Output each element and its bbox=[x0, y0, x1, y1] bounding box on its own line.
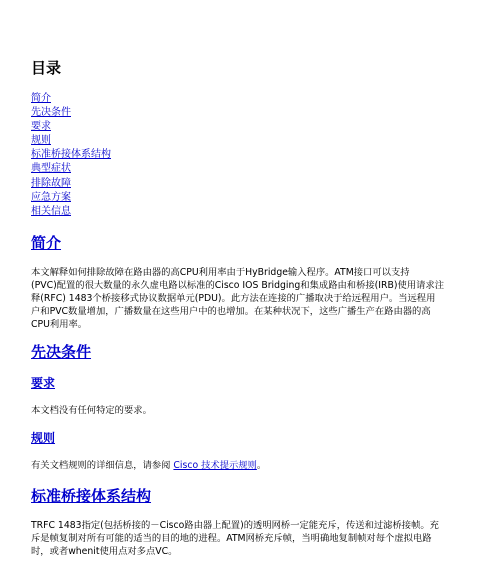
toc-link-related-info[interactable]: 相关信息 bbox=[31, 205, 71, 217]
intro-paragraph bbox=[31, 266, 473, 331]
paragraph-line: 斥是帧复制对所有可能的适当的目的地的进程。ATM网桥充斥帧，当明确地复制帧对每个虚拟电路 bbox=[31, 533, 432, 544]
section-heading-prerequisites bbox=[31, 342, 91, 362]
conventions-paragraph bbox=[31, 459, 473, 472]
section-heading-intro bbox=[31, 233, 61, 253]
cisco-tech-tips-link[interactable]: Cisco 技术提示规则 bbox=[173, 460, 257, 471]
paragraph-line: (PVC)配置的很大数量的永久虚电路以标准的Cisco IOS Bridging和集成路由和桥接(IRB)使用请求注 bbox=[31, 280, 445, 291]
toc-link-troubleshoot[interactable]: 排除故障 bbox=[31, 177, 71, 189]
heading-link-requirements[interactable]: 要求 bbox=[31, 376, 56, 390]
toc-link-requirements[interactable]: 要求 bbox=[31, 121, 51, 133]
section-heading-conventions bbox=[31, 430, 55, 446]
toc-item bbox=[31, 148, 111, 162]
table-of-contents bbox=[31, 92, 111, 219]
toc-link-symptoms[interactable]: 典型症状 bbox=[31, 163, 71, 175]
section-heading-bridging bbox=[31, 486, 151, 506]
toc-link-conventions[interactable]: 规则 bbox=[31, 135, 51, 147]
paragraph-line: 释(RFC) 1483个桥接移式协议数据单元(PDU)。此方法在连接的广播取决于给远程用户。当远程用 bbox=[31, 293, 436, 304]
toc-item bbox=[31, 92, 111, 106]
requirements-paragraph: 本文档没有任何特定的要求。 bbox=[31, 405, 152, 416]
heading-link-conventions[interactable]: 规则 bbox=[31, 431, 56, 445]
toc-item bbox=[31, 205, 111, 219]
paragraph-line: CPU利用率。 bbox=[31, 319, 88, 330]
toc-link-workaround[interactable]: 应急方案 bbox=[31, 191, 71, 203]
paragraph-line: TRFC 1483指定(包括桥接的－Cisco路由器上配置)的透明网桥一定能充斥，传送和过滤桥接帧。充 bbox=[31, 520, 439, 531]
paragraph-line: 户和PVC数量增加，广播数量在这些用户中的也增加。在某种状况下，这些广播生产在路由器的高 bbox=[31, 306, 431, 317]
heading-link-prerequisites[interactable]: 先决条件 bbox=[31, 343, 92, 361]
toc-item bbox=[31, 162, 111, 176]
toc-item bbox=[31, 106, 111, 120]
bridging-paragraph bbox=[31, 519, 473, 558]
heading-link-intro[interactable]: 简介 bbox=[31, 234, 62, 252]
toc-link-prerequisites[interactable]: 先决条件 bbox=[31, 107, 71, 119]
conventions-text: 有关文档规则的详细信息，请参阅 bbox=[31, 460, 174, 471]
toc-title: 目录 bbox=[31, 59, 62, 77]
heading-link-bridging[interactable]: 标准桥接体系结构 bbox=[31, 487, 152, 505]
toc-item bbox=[31, 134, 111, 148]
paragraph-line: 本文解释如何排除故障在路由器的高CPU利用率由于HyBridge输入程序。ATM接口可以支持 bbox=[31, 267, 410, 278]
paragraph-line: 时，或者whenit使用点对多点VC。 bbox=[31, 546, 178, 557]
toc-item bbox=[31, 120, 111, 134]
toc-item bbox=[31, 177, 111, 191]
toc-link-intro[interactable]: 简介 bbox=[31, 93, 51, 104]
conventions-text-end: 。 bbox=[256, 460, 267, 471]
toc-item bbox=[31, 191, 111, 205]
toc-link-bridging-architecture[interactable]: 标准桥接体系结构 bbox=[31, 149, 111, 161]
section-heading-requirements bbox=[31, 375, 55, 391]
